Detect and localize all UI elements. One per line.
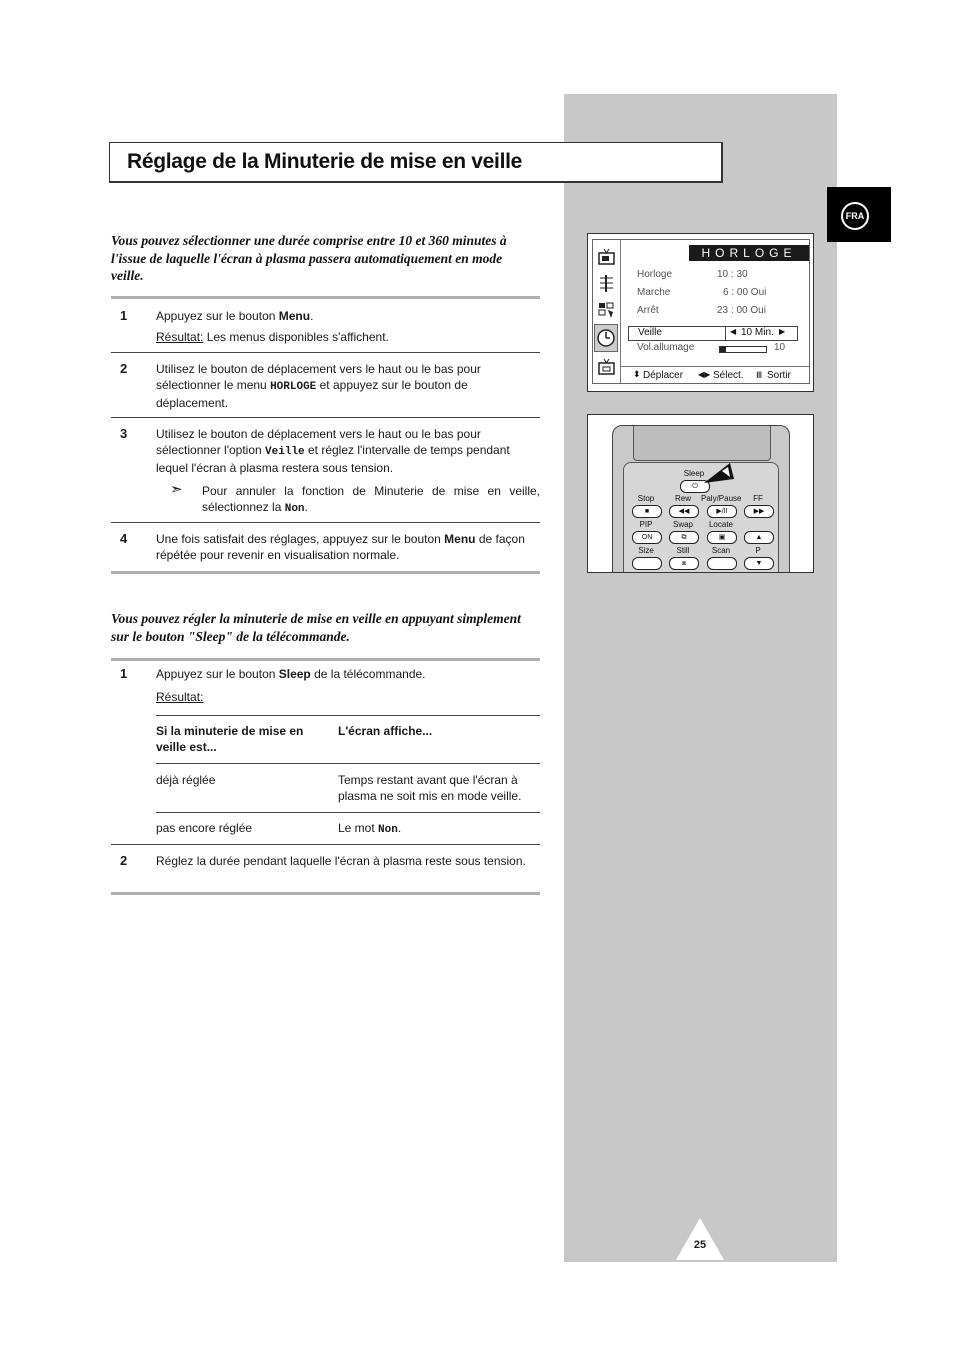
table-cell: Temps restant avant que l'écran à plasma ne soit mis en mode veille. — [338, 773, 522, 803]
step-result: Résultat: Les menus disponibles s'affichent. — [156, 330, 389, 344]
language-tab — [827, 187, 891, 242]
locate-button: ▣ — [707, 531, 737, 544]
language-badge: FRA — [841, 202, 869, 230]
swap-label: Swap — [672, 520, 693, 529]
table-header-display: L'écran affiche... — [338, 724, 433, 738]
section1-intro: Vous pouvez sélectionner une durée comprise entre 10 et 360 minutes à l'issue de laquelle l'écran à plasma passera automatiquement en mode veille. — [111, 233, 507, 283]
result-label: Résultat: — [156, 330, 204, 344]
osd-row-value: 6 : 00 Oui — [723, 287, 767, 298]
divider — [111, 658, 540, 661]
step-text: Réglez la durée pendant laquelle l'écran à plasma reste sous tension. — [156, 854, 526, 868]
channel-up-button: ▲ — [744, 531, 774, 544]
pointer-arrow-icon — [702, 459, 736, 489]
clock-menu-icon-selected — [594, 324, 618, 352]
result-label: Résultat: — [156, 690, 204, 704]
osd-row-label: Marche — [637, 287, 671, 298]
osd-footer-move: Déplacer — [643, 370, 684, 381]
step-number: 1 — [120, 308, 128, 323]
play-pause-label: Paly/Pause — [701, 494, 742, 503]
osd-row-value: 10 Min. — [741, 327, 774, 338]
osd-row-label: Veille — [638, 327, 662, 338]
menu-icon: Ⅲ — [756, 370, 763, 380]
right-arrow-icon: ▶ — [779, 327, 786, 336]
remote-top-cover — [633, 426, 771, 461]
step-number: 4 — [120, 531, 128, 546]
table-cell: déjà réglée — [156, 773, 216, 787]
step-number: 2 — [120, 853, 128, 868]
play-pause-button: ▶/II — [707, 505, 737, 518]
divider — [111, 417, 540, 418]
input-icon — [597, 358, 616, 377]
note-arrow-icon: ➣ — [170, 481, 183, 498]
scan-button — [707, 557, 737, 570]
locate-label: Locate — [708, 520, 734, 529]
step-note: Pour annuler la fonction de Minuterie de mise en veille, sélectionnez la Non. — [202, 484, 540, 515]
osd-screen-illustration — [587, 233, 814, 392]
step-number: 3 — [120, 426, 128, 441]
stop-button: ■ — [632, 505, 662, 518]
step-number: 1 — [120, 666, 128, 681]
osd-volume-fill — [720, 347, 726, 352]
divider — [111, 296, 540, 299]
pip-label: PIP — [639, 520, 653, 529]
table-divider — [156, 812, 540, 813]
osd-row-label: Horloge — [637, 269, 673, 280]
osd-volume-bar — [719, 346, 767, 353]
table-divider — [156, 715, 540, 716]
still-button: ⧈ — [669, 557, 699, 570]
left-arrow-icon: ◀ — [730, 327, 737, 336]
ff-label: FF — [753, 494, 763, 503]
osd-row-label: Vol.allumage — [637, 342, 695, 353]
osd-menu-header: HORLOGE — [689, 245, 809, 261]
divider — [111, 571, 540, 574]
step-text: Une fois satisfait des réglages, appuyez sur le bouton Menu de façon répétée pour revenir en visualisation normale. — [156, 532, 525, 562]
setup-icon — [597, 300, 616, 319]
step-text: Utilisez le bouton de déplacement vers le haut ou le bas pour sélectionner l'option Veille et réglez l'intervalle de temps pendant lequel l'écran à plasma restera sous tension. — [156, 427, 510, 475]
up-down-icon: ⬍ — [633, 369, 641, 379]
swap-button: ⧉ — [669, 531, 699, 544]
osd-selected-row — [628, 326, 798, 341]
page-title: Réglage de la Minuterie de mise en veille — [127, 150, 523, 173]
page-number: 25 — [693, 1239, 707, 1251]
remote-button-panel — [623, 462, 779, 573]
remote-body — [612, 425, 790, 573]
osd-footer-exit: Sortir — [767, 370, 791, 381]
table-divider — [156, 763, 540, 764]
step-number: 2 — [120, 361, 128, 376]
osd-row-separator — [725, 326, 726, 341]
table-header-state: Si la minuterie de mise en veille est... — [156, 724, 304, 754]
step-text: Appuyez sur le bouton Sleep de la télécommande. — [156, 667, 426, 681]
p-label: P — [755, 546, 761, 555]
osd-row-value: 23 : 00 Oui — [717, 305, 766, 316]
left-right-icon: ◀▶ — [698, 370, 711, 379]
osd-row-value: 10 : 30 — [717, 269, 748, 280]
ff-button: ▶▶ — [744, 505, 774, 518]
still-label: Still — [676, 546, 690, 555]
rew-label: Rew — [674, 494, 691, 503]
step-text: Appuyez sur le bouton Menu. — [156, 309, 314, 323]
sleep-button: ⏻ — [680, 480, 710, 493]
osd-footer-select: Sélect. — [713, 370, 744, 381]
channel-down-button: ▼ — [744, 557, 774, 570]
osd-frame — [592, 239, 810, 384]
tv-icon — [597, 248, 616, 267]
section2-intro: Vous pouvez régler la minuterie de mise en veille en appuyant simplement sur le bouton "Sleep" de la télécommande. — [111, 611, 521, 644]
divider — [111, 892, 540, 895]
table-cell: pas encore réglée — [156, 821, 253, 835]
osd-footer — [620, 366, 809, 384]
sleep-label: Sleep — [683, 469, 705, 478]
osd-row-value: 10 — [774, 342, 786, 353]
divider — [111, 844, 540, 845]
divider — [111, 352, 540, 353]
scan-label: Scan — [711, 546, 731, 555]
osd-icon-column — [593, 240, 621, 383]
sound-icon — [597, 274, 616, 293]
table-cell: Le mot Non. — [338, 821, 402, 836]
pip-on-button: ON — [632, 531, 662, 544]
clock-icon — [595, 325, 617, 351]
osd-row-label: Arrêt — [637, 305, 659, 316]
rew-button: ◀◀ — [669, 505, 699, 518]
size-button — [632, 557, 662, 570]
title-box — [109, 142, 723, 183]
size-label: Size — [638, 546, 654, 555]
remote-control-illustration — [587, 414, 814, 573]
stop-label: Stop — [637, 494, 655, 503]
step-text: Utilisez le bouton de déplacement vers le haut ou le bas pour sélectionner le menu HORLOGE et appuyez sur le bouton de déplacement. — [156, 362, 481, 410]
step-result — [156, 689, 540, 705]
divider — [111, 522, 540, 523]
